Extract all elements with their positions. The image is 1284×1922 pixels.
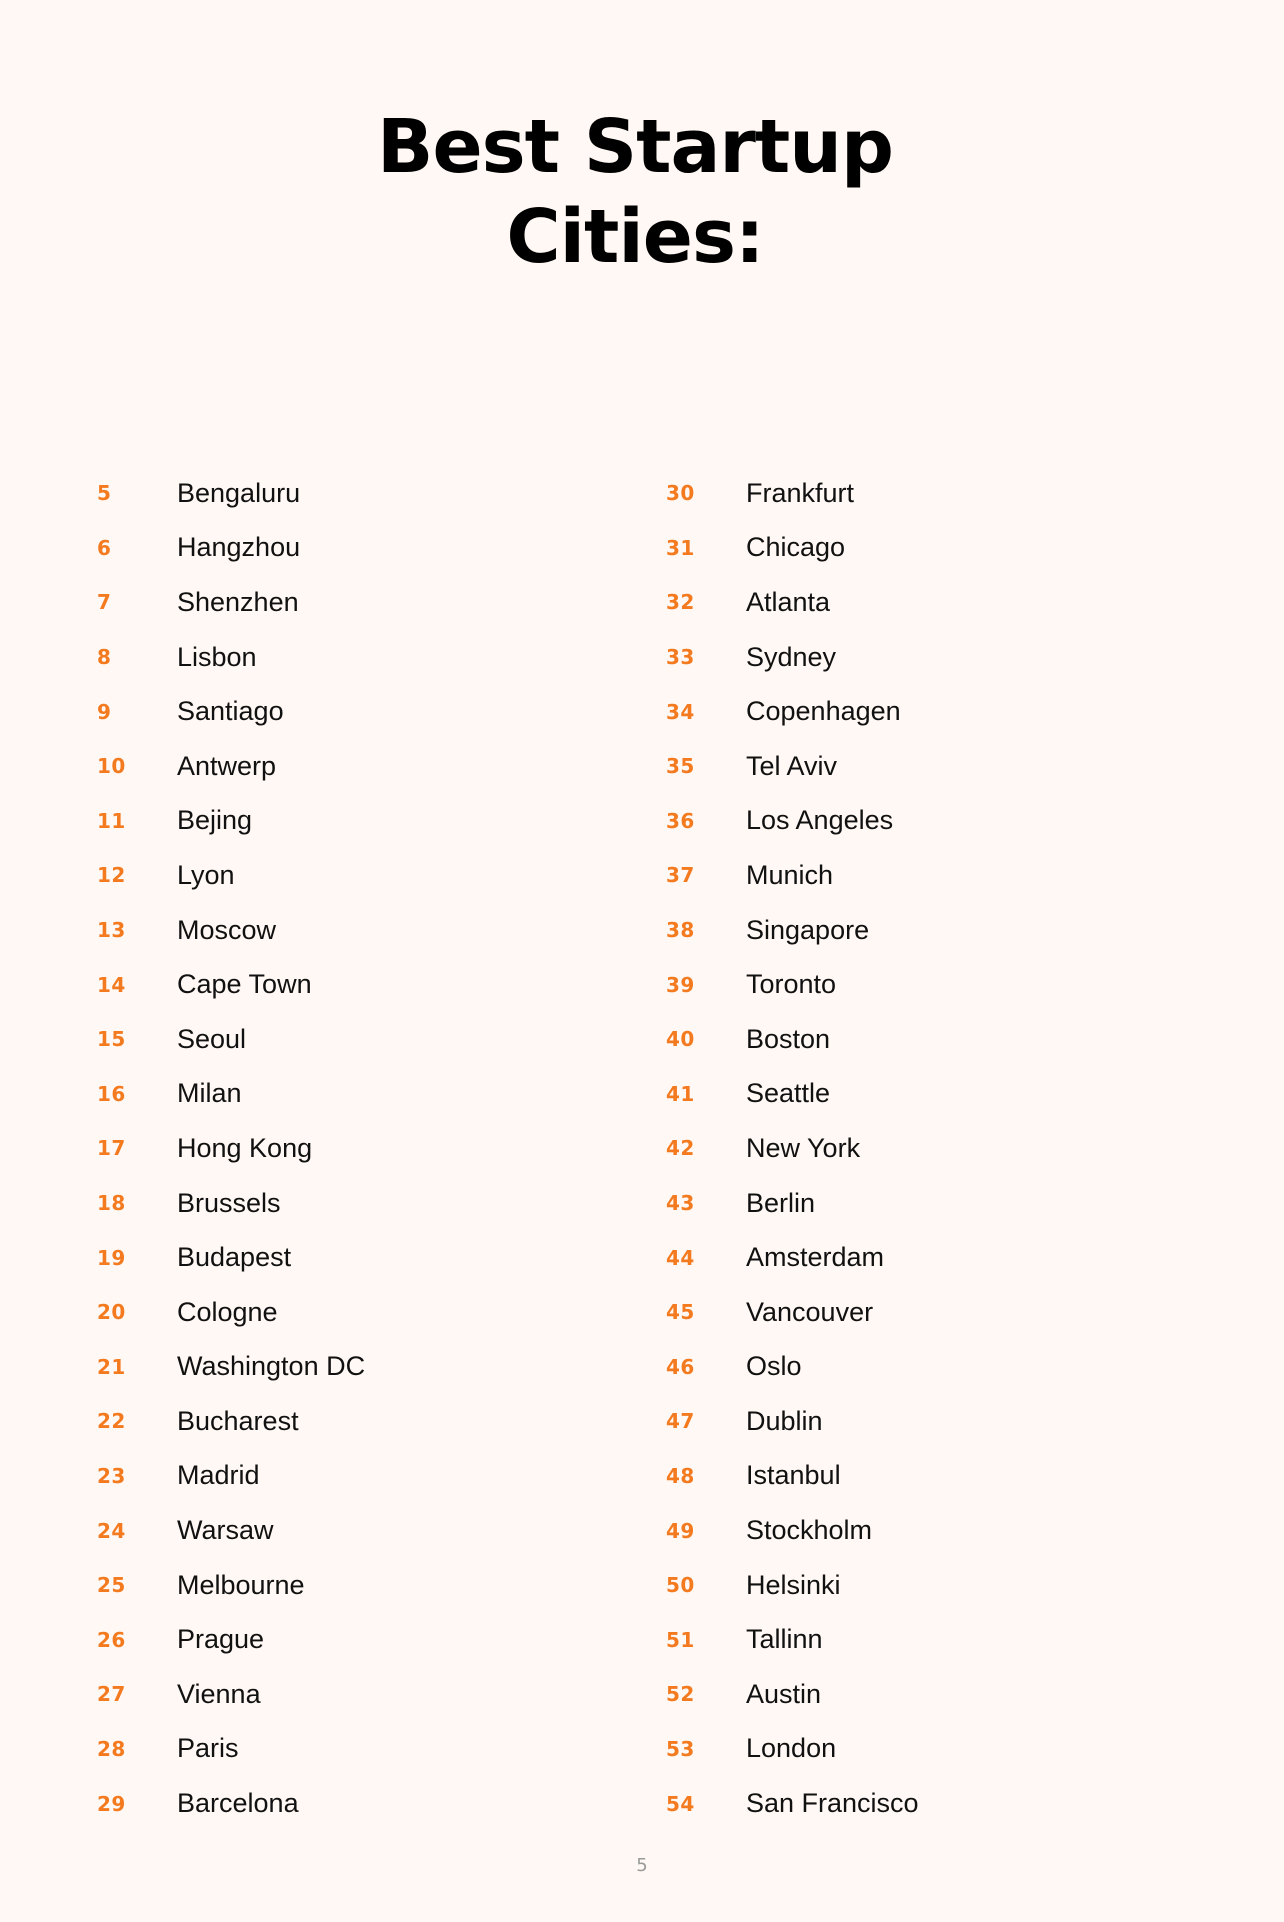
city-ranking-row xyxy=(97,739,617,794)
city-ranking-row xyxy=(666,1340,1186,1395)
rank-number: 17 xyxy=(97,1136,126,1161)
city-ranking-row xyxy=(97,1285,617,1340)
city-name: Copenhagen xyxy=(746,696,901,727)
city-ranking-row xyxy=(666,466,1186,521)
city-name: Milan xyxy=(177,1078,242,1109)
city-ranking-row xyxy=(666,1558,1186,1613)
rank-number: 44 xyxy=(666,1245,695,1270)
city-ranking-row xyxy=(97,1667,617,1722)
city-ranking-row xyxy=(666,1612,1186,1667)
page-number: 5 xyxy=(636,1855,648,1876)
rank-number: 10 xyxy=(97,754,126,779)
city-name: Istanbul xyxy=(746,1460,841,1491)
city-ranking-row xyxy=(97,1230,617,1285)
city-name: Prague xyxy=(177,1624,265,1655)
rank-number: 52 xyxy=(666,1682,695,1707)
city-ranking-row xyxy=(666,1285,1186,1340)
city-ranking-row xyxy=(97,1176,617,1231)
rank-number: 35 xyxy=(666,754,695,779)
city-ranking-row xyxy=(97,1722,617,1777)
rank-number: 49 xyxy=(666,1518,695,1543)
rank-number: 33 xyxy=(666,645,695,670)
city-name: Austin xyxy=(746,1678,822,1709)
city-ranking-list-right xyxy=(666,466,1186,1831)
city-name: Vancouver xyxy=(746,1296,874,1327)
city-name: Seattle xyxy=(746,1078,831,1109)
city-name: Warsaw xyxy=(177,1515,274,1546)
city-ranking-row xyxy=(666,1067,1186,1122)
city-ranking-row xyxy=(666,848,1186,903)
city-ranking-row xyxy=(97,848,617,903)
city-ranking-row xyxy=(666,1776,1186,1831)
rank-number: 37 xyxy=(666,863,695,888)
page-title-line-1: Best Startup xyxy=(377,104,893,190)
rank-number: 21 xyxy=(97,1354,126,1379)
city-name: Helsinki xyxy=(746,1569,841,1600)
city-ranking-row xyxy=(666,521,1186,576)
city-ranking-row xyxy=(97,684,617,739)
rank-number: 34 xyxy=(666,699,695,724)
city-ranking-row xyxy=(666,794,1186,849)
city-name: Budapest xyxy=(177,1242,292,1273)
city-ranking-row xyxy=(666,575,1186,630)
city-name: Hong Kong xyxy=(177,1132,313,1163)
city-name: Madrid xyxy=(177,1460,260,1491)
rank-number: 42 xyxy=(666,1136,695,1161)
city-name: Oslo xyxy=(746,1351,802,1382)
city-ranking-row xyxy=(666,684,1186,739)
rank-number: 28 xyxy=(97,1736,126,1761)
city-name: Antwerp xyxy=(177,750,277,781)
city-ranking-row xyxy=(666,1722,1186,1777)
rank-number: 45 xyxy=(666,1300,695,1325)
rank-number: 7 xyxy=(97,590,112,615)
city-name: Paris xyxy=(177,1733,239,1764)
rank-number: 8 xyxy=(97,645,112,670)
city-ranking-row xyxy=(97,1558,617,1613)
rank-number: 54 xyxy=(666,1791,695,1816)
city-name: Vienna xyxy=(177,1678,261,1709)
city-ranking-row xyxy=(97,1612,617,1667)
rank-number: 23 xyxy=(97,1463,126,1488)
city-ranking-row xyxy=(97,1449,617,1504)
city-ranking-row xyxy=(666,957,1186,1012)
city-ranking-row xyxy=(666,1012,1186,1067)
city-name: Toronto xyxy=(746,969,837,1000)
rank-number: 12 xyxy=(97,863,126,888)
rank-number: 53 xyxy=(666,1736,695,1761)
city-ranking-row xyxy=(666,1394,1186,1449)
rank-number: 38 xyxy=(666,918,695,943)
rank-number: 5 xyxy=(97,481,112,506)
city-name: Bengaluru xyxy=(177,477,301,508)
rank-number: 15 xyxy=(97,1027,126,1052)
city-ranking-row xyxy=(97,1340,617,1395)
page-title xyxy=(0,102,1270,282)
city-name: Barcelona xyxy=(177,1788,299,1819)
city-name: Seoul xyxy=(177,1023,247,1054)
city-name: Moscow xyxy=(177,914,277,945)
city-ranking-row xyxy=(666,1667,1186,1722)
city-name: Shenzhen xyxy=(177,586,299,617)
city-ranking-row xyxy=(97,1121,617,1176)
rank-number: 39 xyxy=(666,972,695,997)
city-name: Amsterdam xyxy=(746,1242,885,1273)
city-name: Atlanta xyxy=(746,586,831,617)
rank-number: 14 xyxy=(97,972,126,997)
city-name: Los Angeles xyxy=(746,805,894,836)
page-title-line-2: Cities: xyxy=(506,194,764,280)
city-ranking-row xyxy=(97,903,617,958)
city-name: Washington DC xyxy=(177,1351,366,1382)
city-ranking-row xyxy=(97,1503,617,1558)
city-name: Tel Aviv xyxy=(746,750,838,781)
city-name: Munich xyxy=(746,859,834,890)
city-ranking-row xyxy=(97,1012,617,1067)
city-name: Dublin xyxy=(746,1405,823,1436)
rank-number: 31 xyxy=(666,535,695,560)
city-name: Tallinn xyxy=(746,1624,823,1655)
city-ranking-row xyxy=(97,1394,617,1449)
city-name: London xyxy=(746,1733,837,1764)
rank-number: 9 xyxy=(97,699,112,724)
rank-number: 26 xyxy=(97,1627,126,1652)
city-ranking-row xyxy=(666,1503,1186,1558)
city-ranking-row xyxy=(666,1230,1186,1285)
rank-number: 40 xyxy=(666,1027,695,1052)
rank-number: 13 xyxy=(97,918,126,943)
city-ranking-row xyxy=(97,957,617,1012)
rank-number: 41 xyxy=(666,1081,695,1106)
city-name: Chicago xyxy=(746,532,846,563)
rank-number: 16 xyxy=(97,1081,126,1106)
city-name: Boston xyxy=(746,1023,831,1054)
rank-number: 32 xyxy=(666,590,695,615)
city-ranking-row xyxy=(666,1176,1186,1231)
city-name: Lisbon xyxy=(177,641,257,672)
city-name: Cape Town xyxy=(177,969,312,1000)
city-ranking-row xyxy=(97,1067,617,1122)
city-name: Cologne xyxy=(177,1296,278,1327)
city-name: New York xyxy=(746,1132,861,1163)
rank-number: 48 xyxy=(666,1463,695,1488)
rank-number: 46 xyxy=(666,1354,695,1379)
city-ranking-row xyxy=(666,903,1186,958)
city-ranking-row xyxy=(666,1449,1186,1504)
city-name: Lyon xyxy=(177,859,235,890)
city-ranking-row xyxy=(97,575,617,630)
city-name: Melbourne xyxy=(177,1569,305,1600)
city-name: Stockholm xyxy=(746,1515,873,1546)
city-name: Sydney xyxy=(746,641,837,672)
city-ranking-row xyxy=(97,521,617,576)
rank-number: 30 xyxy=(666,481,695,506)
city-ranking-row xyxy=(97,1776,617,1831)
city-ranking-row xyxy=(666,1121,1186,1176)
rank-number: 47 xyxy=(666,1409,695,1434)
rank-number: 20 xyxy=(97,1300,126,1325)
city-name: Berlin xyxy=(746,1187,816,1218)
rank-number: 43 xyxy=(666,1191,695,1216)
city-name: Brussels xyxy=(177,1187,281,1218)
city-ranking-row xyxy=(666,630,1186,685)
rank-number: 11 xyxy=(97,808,126,833)
city-ranking-row xyxy=(666,739,1186,794)
rank-number: 36 xyxy=(666,808,695,833)
rank-number: 22 xyxy=(97,1409,126,1434)
city-name: Santiago xyxy=(177,696,284,727)
rank-number: 25 xyxy=(97,1573,126,1598)
city-ranking-list-left xyxy=(97,466,617,1831)
city-ranking-row xyxy=(97,794,617,849)
city-ranking-row xyxy=(97,466,617,521)
city-name: Bucharest xyxy=(177,1405,299,1436)
city-name: Hangzhou xyxy=(177,532,301,563)
rank-number: 18 xyxy=(97,1191,126,1216)
city-ranking-row xyxy=(97,630,617,685)
rank-number: 50 xyxy=(666,1573,695,1598)
city-name: San Francisco xyxy=(746,1788,919,1819)
rank-number: 24 xyxy=(97,1518,126,1543)
city-name: Frankfurt xyxy=(746,477,855,508)
rank-number: 27 xyxy=(97,1682,126,1707)
city-name: Singapore xyxy=(746,914,870,945)
rank-number: 6 xyxy=(97,535,112,560)
rank-number: 51 xyxy=(666,1627,695,1652)
rank-number: 19 xyxy=(97,1245,126,1270)
rank-number: 29 xyxy=(97,1791,126,1816)
city-name: Bejing xyxy=(177,805,253,836)
